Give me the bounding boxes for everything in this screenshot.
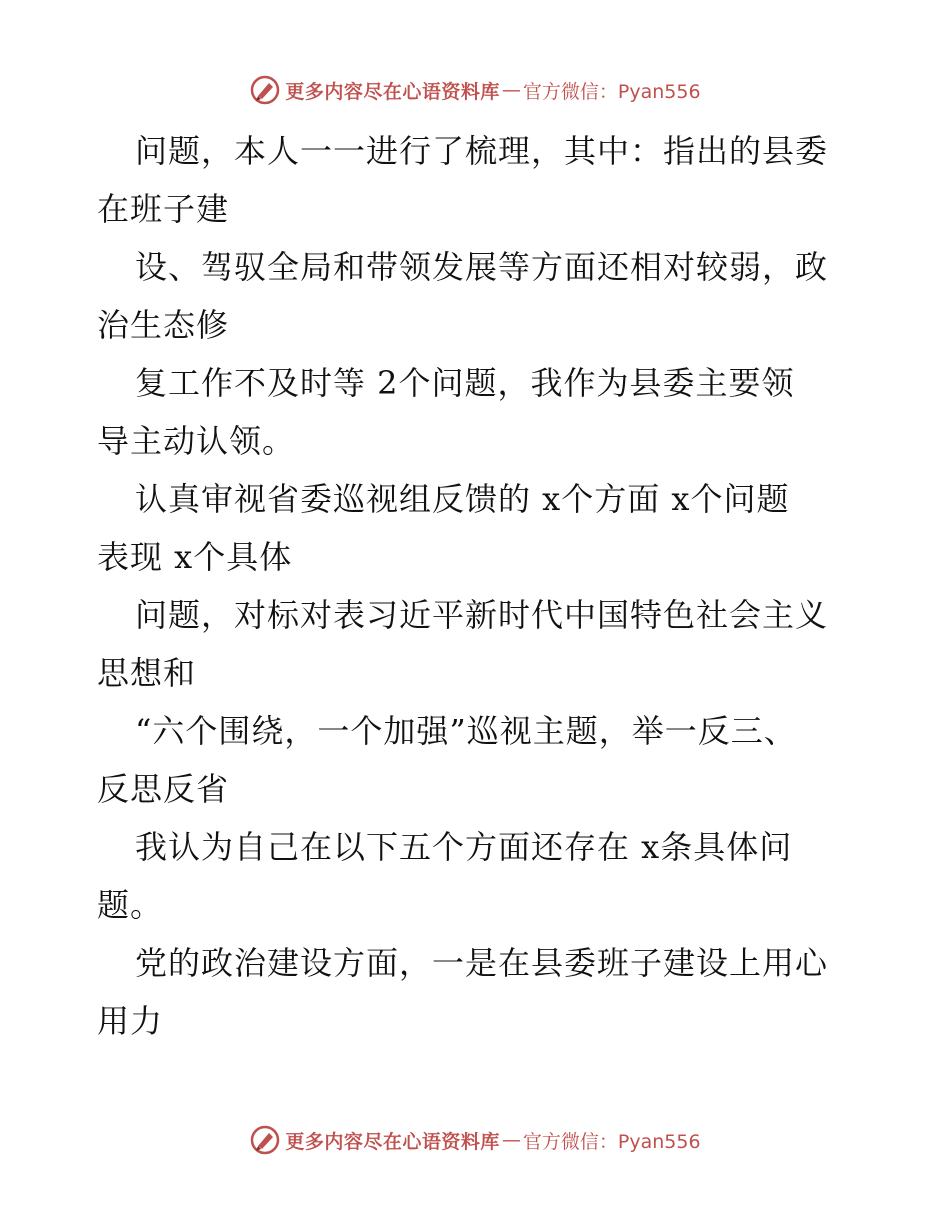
footer-banner — [0, 1120, 950, 1160]
banner-separator: — — [501, 1129, 521, 1151]
paragraph — [97, 354, 867, 470]
pen-nib-logo-icon — [249, 1124, 281, 1156]
paragraph — [97, 238, 867, 354]
header-banner — [0, 70, 950, 110]
paragraph-line: 设、驾驭全局和带领发展等方面还相对较弱，政 — [135, 248, 829, 286]
banner-brand-text: 更多内容尽在心语资料库 — [285, 80, 500, 103]
paragraph-line: 在班子建 — [97, 190, 230, 228]
banner-wechat-text: 官方微信：Pyan556 — [522, 1130, 701, 1153]
paragraph-line: “六个围绕，一个加强”巡视主题，举一反三、 — [135, 712, 797, 750]
paragraph-line: 问题，本人一一进行了梳理，其中：指出的县委 — [135, 132, 829, 170]
paragraph-line: 复工作不及时等 2个问题，我作为县委主要领 — [135, 364, 795, 402]
paragraph-line: 我认为自己在以下五个方面还存在 x条具体问 — [135, 828, 793, 866]
paragraph — [97, 586, 867, 702]
paragraph-line: 认真审视省委巡视组反馈的 x个方面 x个问题 — [135, 480, 790, 518]
paragraph — [97, 470, 867, 586]
paragraph-line: 治生态修 — [97, 306, 230, 344]
paragraph-line: 反思反省 — [97, 770, 230, 808]
paragraph-line: 导主动认领。 — [97, 422, 296, 460]
paragraph-line: 党的政治建设方面，一是在县委班子建设上用心 — [135, 944, 829, 982]
paragraph-line: 表现 x个具体 — [97, 538, 293, 576]
paragraph-line: 思想和 — [97, 654, 197, 692]
banner-wechat-text: 官方微信：Pyan556 — [522, 80, 701, 103]
pen-nib-logo-icon — [249, 74, 281, 106]
paragraph — [97, 122, 867, 238]
banner-separator: — — [501, 79, 521, 101]
paragraph-line: 问题，对标对表习近平新时代中国特色社会主义 — [135, 596, 829, 634]
banner-brand-text: 更多内容尽在心语资料库 — [285, 1130, 500, 1153]
document-body — [97, 122, 867, 1050]
paragraph — [97, 818, 867, 934]
paragraph — [97, 934, 867, 1050]
paragraph-line: 用力 — [97, 1002, 164, 1040]
paragraph — [97, 702, 867, 818]
paragraph-line: 题。 — [97, 886, 164, 924]
